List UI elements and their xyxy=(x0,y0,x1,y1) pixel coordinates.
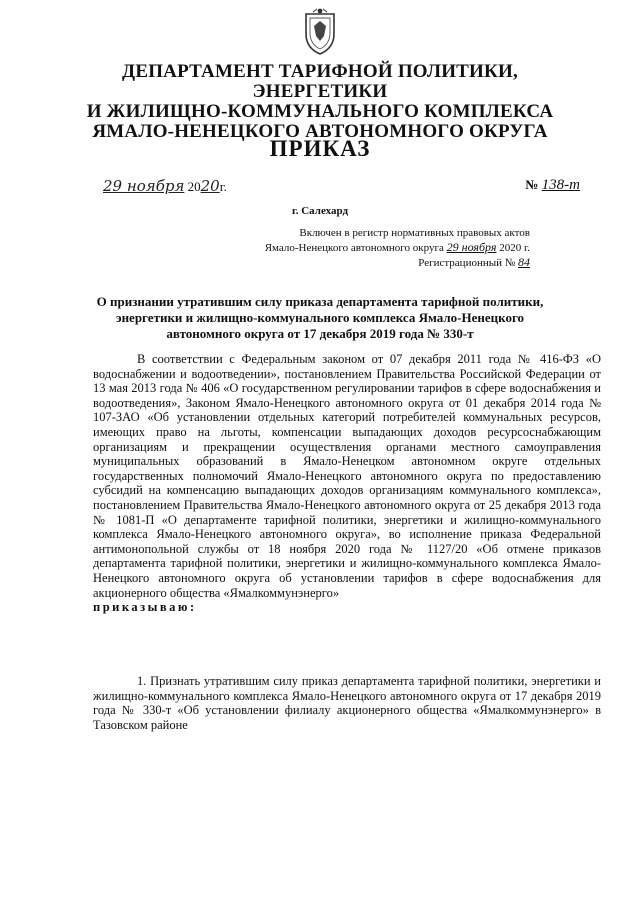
year-suffix: г. xyxy=(219,179,227,194)
registry-stamp xyxy=(200,226,530,270)
city: г. Салехард xyxy=(291,205,349,217)
registry-year: 2020 г. xyxy=(499,242,530,254)
document-type-title: ПРИКАЗ xyxy=(269,136,371,161)
number-label: № xyxy=(525,177,539,192)
date-handwritten: 29 ноября xyxy=(103,177,185,195)
year-prefix: 20 xyxy=(187,179,201,194)
order-subject: О признании утратившим силу приказа департамента тарифной политики, энергетики и жилищно-коммунального комплекса Ямало-Ненецкого автономного округа от 17 декабря 2019 года № 330-т xyxy=(96,294,544,341)
registry-date: 29 ноября xyxy=(446,240,497,254)
year-handwritten: 20 xyxy=(200,177,220,195)
preamble xyxy=(93,352,601,615)
registry-number-label: Регистрационный № xyxy=(418,257,516,269)
registry-line-1: Включен в регистр нормативных правовых актов xyxy=(299,227,530,239)
prikazyvayu-label: приказываю: xyxy=(93,600,197,615)
item-1-text: 1. Признать утратившим силу приказ департамента тарифной политики, энергетики и жилищно-коммунального комплекса Ямало-Ненецкого автономного округа от 17 декабря 2019 года № 330-т «Об установлении филиалу акционерного общества «Ямалкоммунэнерго» в Тазовском районе xyxy=(93,674,601,732)
registry-number: 84 xyxy=(518,255,530,269)
department-line-2: И ЖИЛИЩНО-КОММУНАЛЬНОГО КОМПЛЕКСА xyxy=(86,101,554,122)
registry-line-3 xyxy=(200,255,530,270)
order-item-1 xyxy=(93,674,601,732)
number-handwritten: 138-т xyxy=(541,177,580,193)
department-line-3: ЯМАЛО-НЕНЕЦКОГО АВТОНОМНОГО ОКРУГА xyxy=(92,121,548,142)
order-date xyxy=(103,177,227,195)
department-name xyxy=(60,62,580,142)
department-line-1: ДЕПАРТАМЕНТ ТАРИФНОЙ ПОЛИТИКИ, ЭНЕРГЕТИКИ xyxy=(122,61,518,102)
order-number xyxy=(525,177,580,194)
preamble-paragraph: В соответствии с Федеральным законом от 07 декабря 2011 года № 416-ФЗ «О водоснабжении и водоотведении», постановлением Правительства Российской Федерации от 13 мая 2013 года № 406 «О государственном регулировании тарифов в сфере водоснабжения и водоотведения», Законом Ямало-Ненецкого автономного округа от 01 декабря 2014 года № 107-ЗАО «Об установлении отдельных категорий потребителей коммунальных ресурсов, имеющих право на льготы, компенсации выпадающих доходов ресурсоснабжающим организациям и прекращении осуществления органами местного самоуправления муниципальных образований в Ямало-Ненецком автономном округе отдельных государственных полномочий Ямало-Ненецкого автономного округа по предоставлению субсидий на компенсацию выпадающих доходов организациям коммунального комплекса», постановлением Правительства Ямало-Ненецкого автономного округа от 25 декабря 2013 года № 1081-П «О департаменте тарифной политики, энергетики и жилищно-коммунального комплекса Ямало-Ненецкого автономного округа», во исполнение приказа Федеральной антимонопольной службы от 18 ноября 2020 года № 1127/20 «Об отмене приказов департамента тарифной политики, энергетики и жилищно-коммунального комплекса Ямало-Ненецкого автономного округа об установлении тарифов в сфере водоснабжения для акционерного общества «Ямалкоммунэнерго» xyxy=(93,352,601,600)
registry-region: Ямало-Ненецкого автономного округа xyxy=(264,242,444,254)
coat-of-arms-icon xyxy=(300,8,340,56)
registry-line-2 xyxy=(200,240,530,255)
